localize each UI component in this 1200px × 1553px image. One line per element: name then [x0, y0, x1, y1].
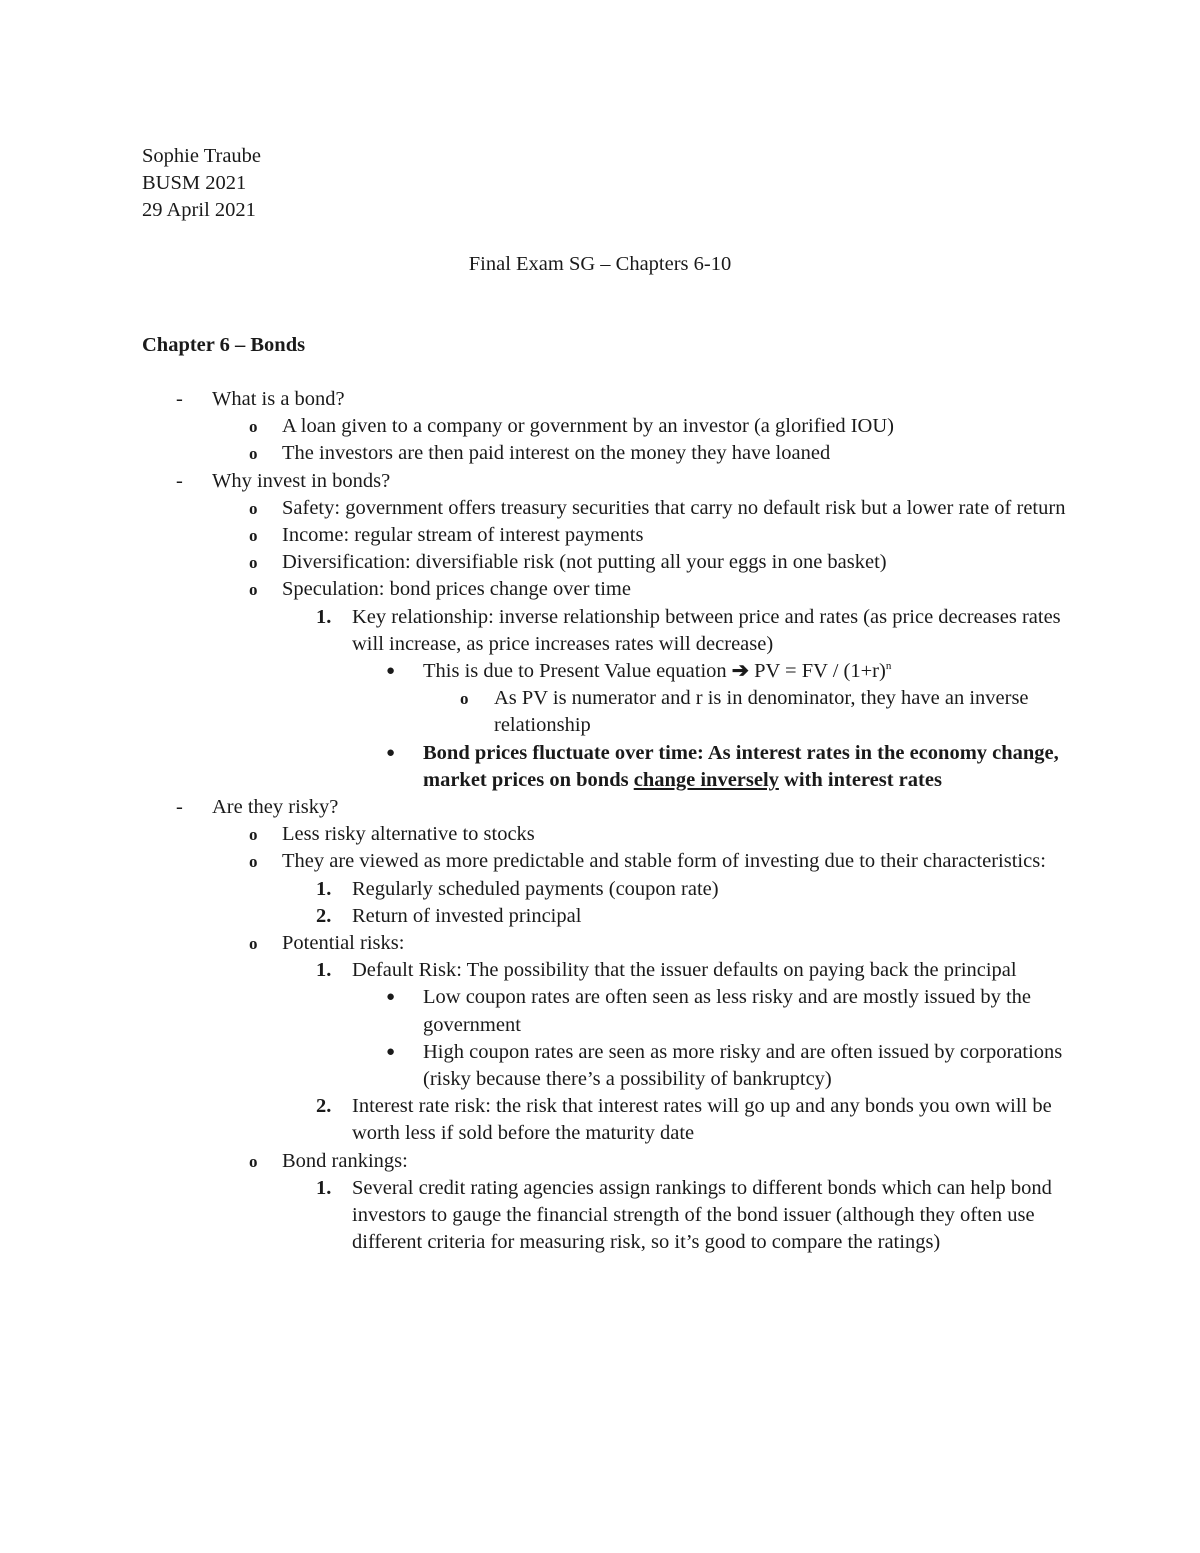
list-item: [0, 549, 1200, 576]
list-item: [0, 522, 1200, 549]
list-item-text: Bond rankings:: [282, 1149, 408, 1172]
right-arrow-icon: ➔: [731, 660, 749, 683]
list-item-text: Key relationship: inverse relationship between price and rates (as price decreases rates will increase, as price increases rates will decrease): [352, 605, 1061, 655]
list-item-text: Less risky alternative to stocks: [282, 823, 535, 846]
course-code: BUSM 2021: [142, 172, 247, 195]
pv-intro-text: This is due to Present Value equation: [423, 660, 727, 683]
list-item: [0, 957, 1200, 984]
list-item-text: High coupon rates are seen as more risky and are often issued by corporations (risky because there’s a possibility of bankruptcy): [423, 1040, 1063, 1091]
dash-marker: -: [176, 469, 183, 492]
circle-bullet-icon: o: [249, 934, 258, 954]
document-title: Final Exam SG – Chapters 6-10: [468, 253, 732, 275]
list-item-text: Diversification: diversifiable risk (not putting all your eggs in one basket): [282, 551, 887, 574]
list-item-text: What is a bond?: [212, 388, 345, 410]
circle-bullet-icon: o: [249, 1151, 258, 1171]
list-item-text: Why invest in bonds?: [212, 469, 391, 492]
author-name: Sophie Traube: [142, 145, 262, 167]
list-item: [0, 576, 1200, 603]
list-item: [0, 685, 1200, 739]
list-item: [0, 658, 1200, 685]
list-item: [0, 1175, 1200, 1257]
list-item-text: Speculation: bond prices change over time: [282, 578, 631, 601]
pv-equation: PV = FV / (1+r): [754, 660, 886, 683]
list-item: [0, 794, 1200, 821]
underlined-phrase: change inversely: [633, 768, 779, 791]
dash-marker: -: [176, 388, 183, 410]
bond-fluctuation-end: with interest rates: [784, 768, 942, 791]
circle-bullet-icon: o: [249, 498, 258, 518]
circle-bullet-icon: o: [249, 553, 258, 573]
circle-bullet-icon: o: [249, 852, 258, 872]
circle-bullet-icon: o: [249, 444, 258, 464]
list-item-text: Low coupon rates are often seen as less risky and are mostly issued by the government: [423, 986, 1032, 1036]
list-item-text: Several credit rating agencies assign rankings to different bonds which can help bond investors to gauge the financial strength of the bond issuer (although they often use different criteria for measuring risk, so it’s good to compare the ratings): [352, 1176, 1052, 1254]
document-date: 29 April 2021: [142, 199, 256, 222]
list-item: [0, 1148, 1200, 1175]
circle-bullet-icon: o: [249, 526, 258, 546]
circle-bullet-icon: o: [460, 689, 469, 709]
list-item-text: Return of invested principal: [352, 904, 582, 927]
list-item-text: Safety: government offers treasury securities that carry no default risk but a lower rate of return: [282, 496, 1066, 519]
list-item: [0, 876, 1200, 903]
list-item-text: Default Risk: The possibility that the issuer defaults on paying back the principal: [352, 959, 1017, 982]
list-item-text: [423, 658, 1073, 685]
chapter-heading: Chapter 6 – Bonds: [142, 334, 306, 356]
bond-fluctuation-text: Bond prices fluctuate over time: As interest rates in the economy change, market prices on bonds: [423, 741, 1059, 791]
list-item: [0, 386, 1200, 413]
number-marker: 1.: [316, 605, 332, 628]
list-item: [0, 848, 1200, 875]
list-item: [0, 1039, 1200, 1093]
list-item: [0, 740, 1200, 794]
number-marker: 1.: [316, 1176, 332, 1199]
bullet-icon: ●: [386, 1043, 396, 1060]
list-item: [0, 1093, 1200, 1147]
list-item-text: They are viewed as more predictable and stable form of investing due to their characteristics:: [282, 850, 1046, 873]
number-marker: 1.: [316, 959, 332, 982]
list-item: [0, 604, 1200, 658]
bullet-icon: ●: [386, 744, 396, 761]
number-marker: 2.: [316, 1095, 332, 1118]
circle-bullet-icon: o: [249, 825, 258, 845]
list-item: [0, 468, 1200, 495]
list-item-text: The investors are then paid interest on the money they have loaned: [282, 442, 831, 465]
list-item: [0, 930, 1200, 957]
list-item-text: As PV is numerator and r is in denominator, they have an inverse relationship: [494, 687, 1029, 737]
bullet-icon: ●: [386, 663, 396, 680]
list-item-text: Income: regular stream of interest payments: [282, 524, 644, 547]
list-item-text: Interest rate risk: the risk that interest rates will go up and any bonds you own will be worth less if sold before the maturity date: [352, 1095, 1052, 1145]
circle-bullet-icon: o: [249, 417, 258, 437]
list-item-text: [423, 740, 1073, 794]
circle-bullet-icon: o: [249, 580, 258, 600]
outline-list: [0, 386, 1200, 1257]
list-item: [0, 821, 1200, 848]
list-item-text: Potential risks:: [282, 932, 405, 955]
bullet-icon: ●: [386, 989, 396, 1006]
number-marker: 2.: [316, 904, 332, 927]
exponent-n: n: [885, 660, 892, 673]
list-item: [0, 495, 1200, 522]
list-item: [0, 903, 1200, 930]
list-item-text: Are they risky?: [212, 796, 339, 819]
list-item: [0, 413, 1200, 440]
list-item-text: A loan given to a company or government by an investor (a glorified IOU): [282, 415, 894, 438]
document-header: [142, 143, 261, 225]
list-item: [0, 440, 1200, 467]
list-item: [0, 984, 1200, 1038]
list-item-text: Regularly scheduled payments (coupon rate): [352, 877, 719, 900]
number-marker: 1.: [316, 877, 332, 900]
dash-marker: -: [176, 796, 183, 819]
